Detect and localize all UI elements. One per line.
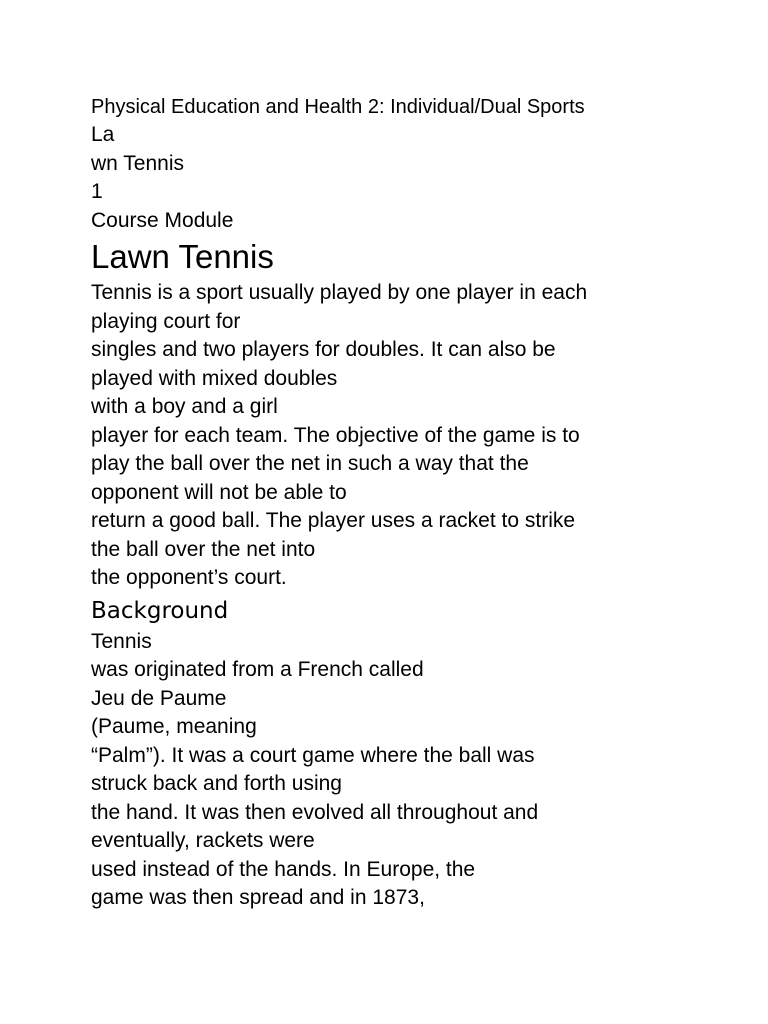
intro-line: opponent will not be able to bbox=[91, 480, 347, 504]
page-number: 1 bbox=[91, 180, 103, 203]
background-line: was originated from a French called bbox=[91, 658, 424, 681]
page-title: Lawn Tennis bbox=[91, 238, 274, 275]
intro-line: Tennis is a sport usually played by one player in each bbox=[91, 281, 588, 304]
background-line: “Palm”). It was a court game where the ball was bbox=[91, 743, 535, 767]
background-paragraph bbox=[91, 628, 751, 913]
background-line: used instead of the hands. In Europe, the bbox=[91, 857, 476, 881]
background-heading: Background bbox=[91, 597, 229, 624]
intro-line: player for each team. The objective of the game is to bbox=[91, 423, 580, 447]
background-line: Jeu de Paume bbox=[91, 686, 227, 710]
background-line: game was then spread and in 1873, bbox=[91, 886, 425, 909]
background-line: Tennis bbox=[91, 629, 152, 653]
background-line: eventually, rackets were bbox=[91, 829, 315, 852]
intro-line: play the ball over the net in such a way that the bbox=[91, 452, 529, 475]
intro-paragraph bbox=[91, 279, 751, 593]
intro-line: the opponent’s court. bbox=[91, 566, 287, 589]
header-fragment-1: La bbox=[91, 123, 115, 146]
intro-line: return a good ball. The player uses a racket to strike bbox=[91, 509, 576, 532]
course-title-line: Physical Education and Health 2: Individual/Dual Sports bbox=[91, 96, 585, 118]
background-line: the hand. It was then evolved all throughout and bbox=[91, 800, 539, 824]
intro-line: singles and two players for doubles. It can also be bbox=[91, 338, 556, 361]
module-label: Course Module bbox=[91, 208, 234, 232]
intro-line: the ball over the net into bbox=[91, 537, 316, 561]
intro-line: with a boy and a girl bbox=[91, 395, 278, 418]
document-page bbox=[91, 93, 751, 913]
background-line: (Paume, meaning bbox=[91, 715, 257, 738]
header-fragment-2: wn Tennis bbox=[91, 151, 185, 175]
intro-line: playing court for bbox=[91, 309, 241, 333]
header-block bbox=[91, 93, 751, 235]
intro-line: played with mixed doubles bbox=[91, 366, 338, 390]
background-line: struck back and forth using bbox=[91, 772, 342, 795]
